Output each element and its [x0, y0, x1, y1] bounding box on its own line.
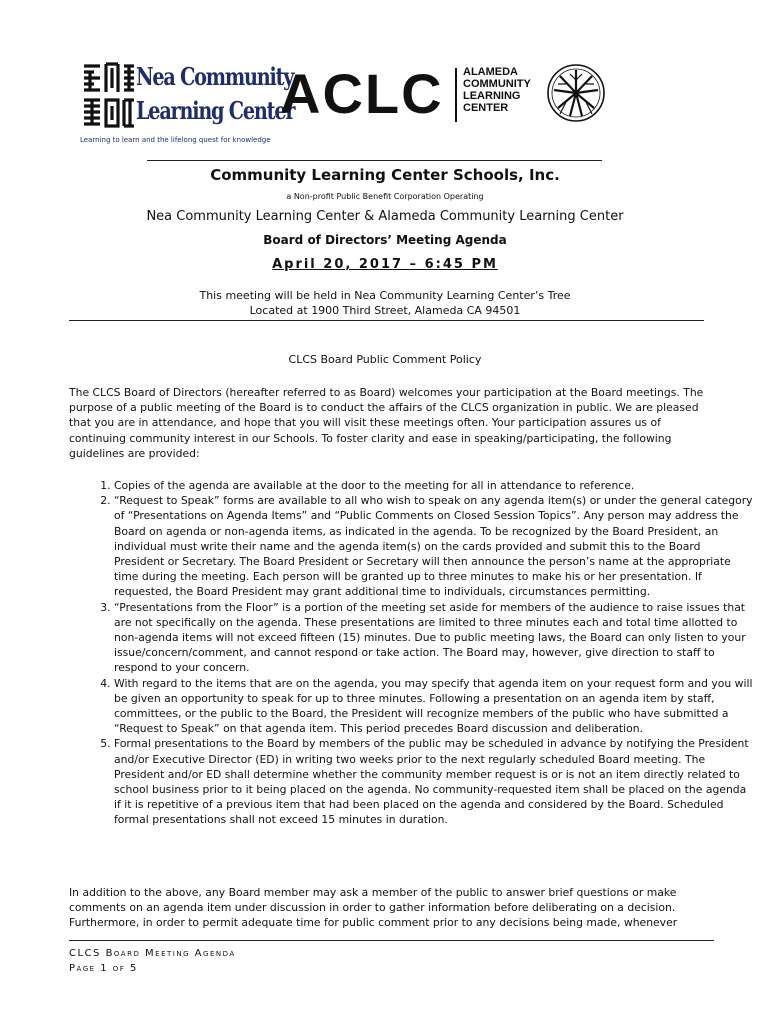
- nea-maze-icon: [80, 60, 136, 132]
- list-item: 2. “Request to Speak” forms are available to all who wish to speak on any agenda item(s) or under the general category of “Presentations on Agenda Items” and “Public Comments on Closed Session Topics”. Any person may address the Board on agenda or non-agenda items, as indicated in the agenda. To be recognized by the Board President, an individual must write their name and the agenda item(s) on the cards provided and submit this to the Board President or Secretary. The Board President or Secretary will then announce the person’s name at the appropriate time during the meeting. Each person will be granted up to three minutes to make his or her presentation. If requested, the Board President may grant additional time to individuals, circumstances permitting.: [114, 493, 754, 599]
- meeting-location-line2: Located at 1900 Third Street, Alameda CA 94501: [249, 304, 521, 317]
- aclc-logo-line: ALAMEDA: [463, 66, 518, 78]
- policy-title: CLCS Board Public Comment Policy: [288, 353, 482, 366]
- policy-closing: In addition to the above, any Board member may ask a member of the public to answer brief questions or make comments on an agenda item under discussion in order to gather information before deliberating on a decision. Furthermore, in order to permit adequate time for public comment prior to any decisions being made, whenever: [69, 886, 678, 930]
- aclc-logo-text: [463, 66, 531, 114]
- section-rule: [69, 320, 704, 321]
- list-item: 5. Formal presentations to the Board by members of the public may be scheduled in advance by notifying the President and/or Executive Director (ED) in writing two weeks prior to the next regularly scheduled Board meeting. The President and/or ED shall determine whether the community member request is or is not an item directly related to school business prior to it being placed on the agenda. No community-requested item shall be placed on the agenda if it is repetitive of a previous item that had been placed on the agenda and considered by the Board. Scheduled formal presentations shall not exceed 15 minutes in duration.: [114, 736, 754, 827]
- org-subtitle: a Non-profit Public Benefit Corporation Operating: [286, 192, 484, 201]
- guidelines-list: [69, 478, 754, 828]
- aclc-logo: [280, 62, 610, 132]
- tree-rings-icon: [546, 62, 606, 124]
- org-schools: Nea Community Learning Center & Alameda Community Learning Center: [146, 209, 624, 224]
- meeting-location-line1: This meeting will be held in Nea Community Learning Center’s Tree: [199, 289, 571, 302]
- aclc-logo-line: COMMUNITY: [463, 78, 531, 90]
- policy-intro: The CLCS Board of Directors (hereafter referred to as Board) welcomes your participation at the Board meetings. The purpose of a public meeting of the Board is to conduct the affairs of the CLCS organization in public. We are pleased that you are in attendance, and hope that you will visit these meetings often. Your participation assures us of continuing community interest in our Schools. To foster clarity and ease in speaking/participating, the following guidelines are provided:: [69, 386, 704, 460]
- meeting-date: April 20, 2017 – 6:45 PM: [272, 257, 498, 272]
- aclc-logo-line: CENTER: [463, 102, 509, 114]
- aclc-logo-line: LEARNING: [463, 90, 521, 102]
- nea-logo-line2: Learning Center: [136, 96, 295, 125]
- aclc-divider: [455, 68, 457, 122]
- footer-rule: [69, 940, 714, 941]
- nea-logo: [80, 60, 295, 150]
- nea-logo-line1: Nea Community: [136, 62, 294, 91]
- nea-logo-tagline: Learning to learn and the lifelong quest for knowledge: [80, 136, 271, 144]
- agenda-title: Board of Directors’ Meeting Agenda: [263, 233, 507, 247]
- header-rule: [147, 160, 602, 161]
- page-number: Page 1 of 5: [69, 963, 138, 974]
- org-title: Community Learning Center Schools, Inc.: [210, 166, 560, 184]
- list-item: 1. Copies of the agenda are available at the door to the meeting for all in attendance to reference.: [114, 478, 754, 493]
- list-item: 3. “Presentations from the Floor” is a portion of the meeting set aside for members of the audience to raise issues that are not specifically on the agenda. These presentations are limited to three minutes each and total time allotted to non-agenda items will not exceed fifteen (15) minutes. Due to public meeting laws, the Board can only listen to your issue/concern/comment, and cannot respond or take action. The Board may, however, give direction to staff to respond to your concern.: [114, 600, 754, 676]
- list-item: 4. With regard to the items that are on the agenda, you may specify that agenda item on your request form and you will be given an opportunity to speak for up to three minutes. Following a presentation on an agenda item by staff, committees, or the public to the Board, the President will recognize members of the public who have submitted a “Request to Speak” on that agenda item. This period precedes Board discussion and deliberation.: [114, 676, 754, 737]
- aclc-wordmark: ACLC: [280, 62, 444, 125]
- footer-title: CLCS Board Meeting Agenda: [69, 948, 236, 959]
